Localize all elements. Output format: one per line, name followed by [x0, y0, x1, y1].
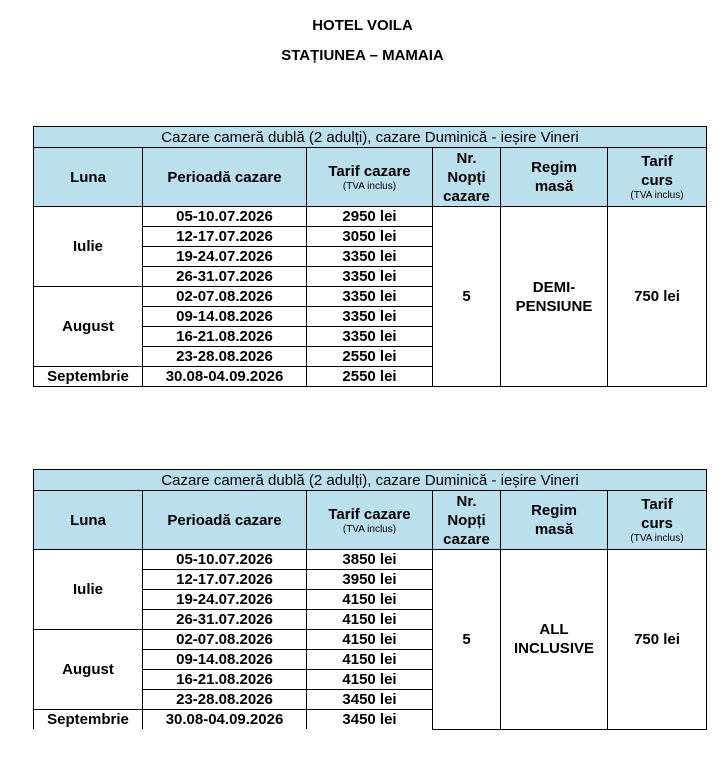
period-cell: 02-07.08.2026 — [143, 630, 307, 650]
period-cell: 09-14.08.2026 — [143, 307, 307, 327]
price-cell: 4150 lei — [307, 630, 433, 650]
col-header-curs — [608, 491, 707, 550]
price-cell: 3450 lei — [307, 710, 433, 730]
course-price-cell: 750 lei — [608, 207, 707, 387]
col-header-perioada: Perioadă cazare — [143, 148, 307, 207]
price-cell: 3050 lei — [307, 227, 433, 247]
table-caption: Cazare cameră dublă (2 adulți), cazare Duminică - ieșire Vineri — [34, 127, 707, 148]
regim-line-1: Regim — [531, 159, 577, 176]
period-cell: 26-31.07.2026 — [143, 267, 307, 287]
period-cell: 16-21.08.2026 — [143, 327, 307, 347]
col-header-regim — [501, 491, 608, 550]
month-cell: Iulie — [34, 207, 143, 287]
period-cell: 05-10.07.2026 — [143, 207, 307, 227]
month-cell: Septembrie — [34, 367, 143, 387]
price-cell: 3350 lei — [307, 287, 433, 307]
period-cell: 23-28.08.2026 — [143, 347, 307, 367]
price-cell: 3450 lei — [307, 690, 433, 710]
period-cell: 23-28.08.2026 — [143, 690, 307, 710]
curs-line-1: Tarif — [641, 153, 673, 170]
price-table-all-inclusive — [33, 469, 707, 730]
col-header-tarif — [307, 148, 433, 207]
period-cell: 05-10.07.2026 — [143, 550, 307, 570]
month-cell: August — [34, 630, 143, 710]
curs-line-2: curs — [641, 515, 673, 532]
nights-cell: 5 — [433, 550, 501, 730]
col-header-luna: Luna — [34, 491, 143, 550]
period-cell: 19-24.07.2026 — [143, 247, 307, 267]
col-header-nopti — [433, 491, 501, 550]
period-cell: 30.08-04.09.2026 — [143, 710, 307, 730]
price-cell: 2550 lei — [307, 367, 433, 387]
period-cell: 09-14.08.2026 — [143, 650, 307, 670]
price-cell: 3350 lei — [307, 247, 433, 267]
col-header-tarif — [307, 491, 433, 550]
period-cell: 12-17.07.2026 — [143, 227, 307, 247]
hotel-name: HOTEL VOILA — [312, 17, 413, 34]
price-cell: 4150 lei — [307, 610, 433, 630]
board-line-2: INCLUSIVE — [513, 640, 594, 658]
price-cell: 2950 lei — [307, 207, 433, 227]
month-cell: Iulie — [34, 550, 143, 630]
tarif-label: Tarif cazare — [328, 162, 411, 180]
price-cell: 3950 lei — [307, 570, 433, 590]
nopti-line-1: Nr. — [456, 149, 477, 167]
price-cell: 3350 lei — [307, 327, 433, 347]
period-cell: 26-31.07.2026 — [143, 610, 307, 630]
nopti-line-2: Nopți — [447, 168, 486, 186]
price-cell: 3850 lei — [307, 550, 433, 570]
board-line-2: PENSIUNE — [515, 297, 593, 315]
nopti-line-3: cazare — [443, 187, 490, 205]
col-header-regim — [501, 148, 608, 207]
course-price-cell: 750 lei — [608, 550, 707, 730]
nopti-line-1: Nr. — [456, 492, 477, 510]
board-cell — [501, 207, 608, 387]
col-header-curs — [608, 148, 707, 207]
price-cell: 4150 lei — [307, 650, 433, 670]
col-header-perioada: Perioadă cazare — [143, 491, 307, 550]
price-cell: 4150 lei — [307, 590, 433, 610]
price-cell: 4150 lei — [307, 670, 433, 690]
month-cell: Septembrie — [34, 710, 143, 730]
price-cell: 3350 lei — [307, 307, 433, 327]
board-line-1: ALL — [539, 621, 569, 639]
price-cell: 3350 lei — [307, 267, 433, 287]
price-cell: 2550 lei — [307, 347, 433, 367]
resort-name: STAȚIUNEA – MAMAIA — [281, 47, 444, 64]
board-line-1: DEMI- — [532, 278, 576, 296]
col-header-nopti — [433, 148, 501, 207]
curs-line-1: Tarif — [641, 496, 673, 513]
tarif-note: (TVA inclus) — [342, 523, 397, 535]
period-cell: 16-21.08.2026 — [143, 670, 307, 690]
regim-line-2: masă — [534, 178, 574, 195]
nights-cell: 5 — [433, 207, 501, 387]
period-cell: 02-07.08.2026 — [143, 287, 307, 307]
col-header-luna: Luna — [34, 148, 143, 207]
table-row — [34, 207, 707, 227]
curs-note: (TVA inclus) — [630, 533, 684, 544]
month-cell: August — [34, 287, 143, 367]
nopti-line-2: Nopți — [447, 511, 486, 529]
table-row — [34, 550, 707, 570]
curs-note: (TVA inclus) — [630, 190, 684, 201]
period-cell: 30.08-04.09.2026 — [143, 367, 307, 387]
period-cell: 12-17.07.2026 — [143, 570, 307, 590]
price-table-demipensiune — [33, 126, 707, 387]
regim-line-2: masă — [534, 521, 574, 538]
period-cell: 19-24.07.2026 — [143, 590, 307, 610]
regim-line-1: Regim — [531, 502, 577, 519]
curs-line-2: curs — [641, 172, 673, 189]
tarif-note: (TVA inclus) — [342, 180, 397, 192]
board-cell — [501, 550, 608, 730]
tarif-label: Tarif cazare — [328, 505, 411, 523]
nopti-line-3: cazare — [443, 530, 490, 548]
table-caption: Cazare cameră dublă (2 adulți), cazare Duminică - ieșire Vineri — [34, 470, 707, 491]
